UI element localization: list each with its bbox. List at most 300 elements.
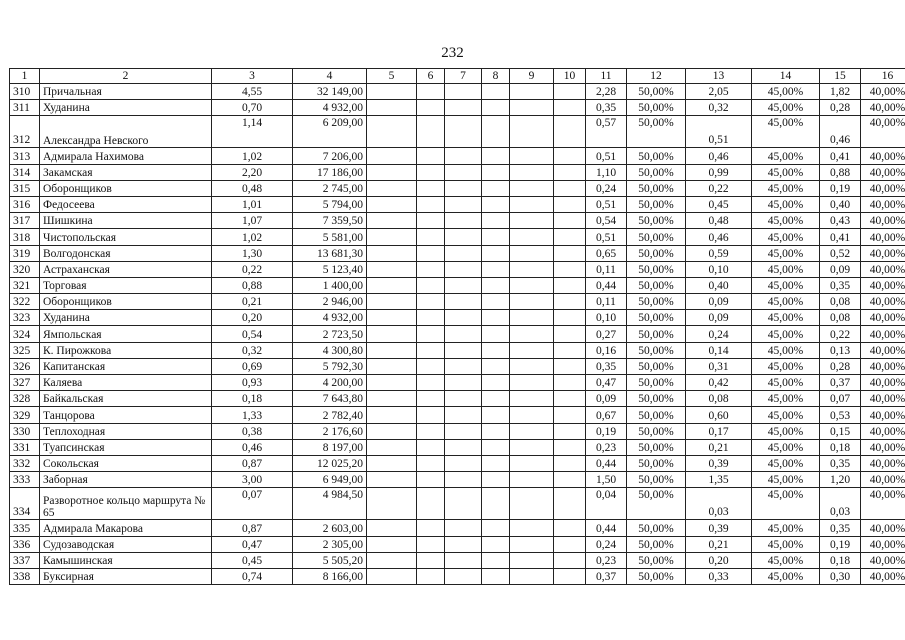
cell-c3: 0,07 [212, 488, 293, 520]
cell-c13: 0,39 [686, 520, 752, 536]
cell-c14: 45,00% [752, 100, 820, 116]
cell-empty [482, 342, 510, 358]
cell-empty [554, 407, 586, 423]
cell-c15: 0,53 [820, 407, 861, 423]
cell-empty [482, 472, 510, 488]
cell-name: Буксирная [40, 568, 212, 584]
cell-n: 325 [10, 342, 40, 358]
cell-c3: 2,20 [212, 164, 293, 180]
cell-c12: 50,00% [627, 375, 686, 391]
cell-empty [367, 100, 417, 116]
column-header: 9 [510, 69, 554, 84]
cell-empty [482, 229, 510, 245]
cell-empty [367, 164, 417, 180]
cell-empty [445, 310, 482, 326]
cell-empty [445, 520, 482, 536]
cell-c3: 1,02 [212, 148, 293, 164]
page-number: 232 [441, 45, 464, 61]
cell-empty [445, 277, 482, 293]
column-header: 6 [417, 69, 445, 84]
cell-c13: 0,14 [686, 342, 752, 358]
cell-empty [367, 245, 417, 261]
cell-c12: 50,00% [627, 439, 686, 455]
cell-name: Адмирала Нахимова [40, 148, 212, 164]
cell-c3: 0,45 [212, 552, 293, 568]
cell-c14: 45,00% [752, 294, 820, 310]
cell-empty [482, 213, 510, 229]
cell-c13: 0,33 [686, 568, 752, 584]
cell-c4: 4 932,00 [293, 100, 367, 116]
cell-c15: 0,19 [820, 180, 861, 196]
cell-c4: 5 581,00 [293, 229, 367, 245]
cell-c14: 45,00% [752, 407, 820, 423]
cell-n: 328 [10, 391, 40, 407]
cell-c13: 1,35 [686, 472, 752, 488]
cell-c12: 50,00% [627, 277, 686, 293]
cell-empty [367, 277, 417, 293]
cell-c13: 0,10 [686, 261, 752, 277]
cell-empty [367, 342, 417, 358]
cell-name: Волгодонская [40, 245, 212, 261]
cell-c13: 0,17 [686, 423, 752, 439]
cell-c15: 0,15 [820, 423, 861, 439]
table-row [10, 229, 905, 245]
cell-empty [554, 277, 586, 293]
cell-c14: 45,00% [752, 342, 820, 358]
cell-c16: 40,00% [861, 568, 905, 584]
cell-c15: 0,18 [820, 552, 861, 568]
cell-c16: 40,00% [861, 148, 905, 164]
cell-name: Заборная [40, 472, 212, 488]
cell-c3: 0,48 [212, 180, 293, 196]
cell-empty [445, 455, 482, 471]
cell-c15: 0,43 [820, 213, 861, 229]
cell-empty [554, 326, 586, 342]
cell-empty [445, 358, 482, 374]
cell-c3: 0,93 [212, 375, 293, 391]
cell-c14: 45,00% [752, 520, 820, 536]
cell-c15: 0,40 [820, 196, 861, 212]
cell-empty [445, 488, 482, 520]
cell-empty [445, 472, 482, 488]
cell-c16: 40,00% [861, 326, 905, 342]
cell-c11: 0,23 [586, 439, 627, 455]
cell-c12: 50,00% [627, 294, 686, 310]
cell-empty [367, 326, 417, 342]
cell-name: Байкальская [40, 391, 212, 407]
cell-c15: 0,46 [820, 116, 861, 148]
cell-empty [417, 277, 445, 293]
table-row [10, 375, 905, 391]
cell-empty [367, 261, 417, 277]
cell-empty [445, 245, 482, 261]
cell-c3: 0,21 [212, 294, 293, 310]
cell-empty [417, 245, 445, 261]
cell-empty [367, 294, 417, 310]
cell-c16: 40,00% [861, 116, 905, 148]
cell-c15: 0,19 [820, 536, 861, 552]
cell-c12: 50,00% [627, 116, 686, 148]
cell-empty [554, 294, 586, 310]
table-row [10, 552, 905, 568]
cell-c15: 0,28 [820, 100, 861, 116]
cell-empty [482, 520, 510, 536]
cell-c3: 1,07 [212, 213, 293, 229]
cell-empty [554, 439, 586, 455]
cell-c16: 40,00% [861, 100, 905, 116]
cell-empty [482, 84, 510, 100]
cell-c14: 45,00% [752, 164, 820, 180]
cell-c3: 0,46 [212, 439, 293, 455]
cell-empty [417, 100, 445, 116]
cell-c13: 0,08 [686, 391, 752, 407]
cell-c14: 45,00% [752, 375, 820, 391]
cell-c15: 1,20 [820, 472, 861, 488]
cell-empty [554, 472, 586, 488]
cell-name: Оборонщиков [40, 180, 212, 196]
cell-c14: 45,00% [752, 358, 820, 374]
cell-c4: 12 025,20 [293, 455, 367, 471]
cell-empty [554, 536, 586, 552]
cell-empty [417, 391, 445, 407]
cell-c14: 45,00% [752, 326, 820, 342]
cell-empty [554, 196, 586, 212]
cell-c3: 0,70 [212, 100, 293, 116]
cell-empty [417, 229, 445, 245]
cell-c11: 0,09 [586, 391, 627, 407]
cell-c11: 0,35 [586, 358, 627, 374]
cell-c13: 0,51 [686, 116, 752, 148]
cell-n: 331 [10, 439, 40, 455]
cell-c13: 0,42 [686, 375, 752, 391]
cell-n: 335 [10, 520, 40, 536]
cell-empty [482, 407, 510, 423]
cell-empty [367, 310, 417, 326]
cell-empty [367, 472, 417, 488]
cell-c15: 0,37 [820, 375, 861, 391]
cell-empty [510, 423, 554, 439]
table-row [10, 439, 905, 455]
cell-n: 323 [10, 310, 40, 326]
cell-empty [445, 229, 482, 245]
cell-n: 322 [10, 294, 40, 310]
cell-c14: 45,00% [752, 472, 820, 488]
cell-c3: 0,47 [212, 536, 293, 552]
cell-c14: 45,00% [752, 213, 820, 229]
cell-c14: 45,00% [752, 84, 820, 100]
cell-empty [417, 520, 445, 536]
cell-empty [367, 196, 417, 212]
cell-empty [445, 100, 482, 116]
cell-c16: 40,00% [861, 423, 905, 439]
cell-empty [445, 391, 482, 407]
cell-empty [445, 196, 482, 212]
cell-c14: 45,00% [752, 423, 820, 439]
cell-c15: 0,13 [820, 342, 861, 358]
cell-c3: 3,00 [212, 472, 293, 488]
cell-c3: 1,14 [212, 116, 293, 148]
cell-c14: 45,00% [752, 488, 820, 520]
cell-c16: 40,00% [861, 84, 905, 100]
cell-empty [554, 391, 586, 407]
table-row [10, 455, 905, 471]
cell-c3: 1,02 [212, 229, 293, 245]
cell-c12: 50,00% [627, 472, 686, 488]
cell-empty [482, 326, 510, 342]
cell-empty [554, 213, 586, 229]
cell-c3: 4,55 [212, 84, 293, 100]
table-row [10, 100, 905, 116]
cell-empty [482, 310, 510, 326]
cell-empty [445, 342, 482, 358]
cell-empty [445, 116, 482, 148]
cell-empty [417, 84, 445, 100]
cell-c14: 45,00% [752, 552, 820, 568]
cell-name: Худанина [40, 100, 212, 116]
cell-c3: 0,87 [212, 520, 293, 536]
cell-empty [510, 391, 554, 407]
cell-empty [482, 375, 510, 391]
cell-c14: 45,00% [752, 310, 820, 326]
cell-empty [445, 326, 482, 342]
cell-c16: 40,00% [861, 391, 905, 407]
cell-name: Разворотное кольцо маршрута № 65 [40, 488, 212, 520]
cell-empty [445, 180, 482, 196]
cell-c16: 40,00% [861, 213, 905, 229]
cell-c15: 0,35 [820, 277, 861, 293]
cell-c4: 8 197,00 [293, 439, 367, 455]
cell-c11: 2,28 [586, 84, 627, 100]
cell-c16: 40,00% [861, 277, 905, 293]
cell-name: Каляева [40, 375, 212, 391]
cell-c16: 40,00% [861, 294, 905, 310]
cell-n: 314 [10, 164, 40, 180]
cell-empty [482, 148, 510, 164]
cell-empty [510, 375, 554, 391]
cell-n: 337 [10, 552, 40, 568]
cell-c15: 0,88 [820, 164, 861, 180]
cell-c12: 50,00% [627, 196, 686, 212]
cell-c15: 0,52 [820, 245, 861, 261]
cell-c4: 2 603,00 [293, 520, 367, 536]
cell-empty [510, 536, 554, 552]
cell-c11: 0,10 [586, 310, 627, 326]
table-row [10, 148, 905, 164]
cell-empty [367, 488, 417, 520]
table-row [10, 196, 905, 212]
cell-c15: 0,18 [820, 439, 861, 455]
cell-empty [445, 164, 482, 180]
cell-empty [417, 423, 445, 439]
cell-c11: 0,51 [586, 196, 627, 212]
cell-c16: 40,00% [861, 520, 905, 536]
cell-empty [367, 213, 417, 229]
cell-c4: 5 505,20 [293, 552, 367, 568]
cell-empty [510, 261, 554, 277]
cell-empty [417, 488, 445, 520]
cell-empty [554, 342, 586, 358]
cell-c16: 40,00% [861, 261, 905, 277]
cell-c11: 0,44 [586, 277, 627, 293]
cell-name: Танцорова [40, 407, 212, 423]
cell-n: 317 [10, 213, 40, 229]
table-row [10, 277, 905, 293]
cell-empty [367, 391, 417, 407]
cell-c14: 45,00% [752, 116, 820, 148]
cell-c4: 1 400,00 [293, 277, 367, 293]
cell-empty [417, 472, 445, 488]
cell-c13: 0,32 [686, 100, 752, 116]
cell-c15: 0,30 [820, 568, 861, 584]
cell-c4: 6 949,00 [293, 472, 367, 488]
cell-c12: 50,00% [627, 326, 686, 342]
cell-c13: 0,20 [686, 552, 752, 568]
cell-n: 329 [10, 407, 40, 423]
cell-empty [510, 439, 554, 455]
cell-name: К. Пирожкова [40, 342, 212, 358]
cell-c16: 40,00% [861, 407, 905, 423]
cell-c15: 0,28 [820, 358, 861, 374]
cell-c16: 40,00% [861, 375, 905, 391]
cell-empty [367, 229, 417, 245]
cell-c13: 0,09 [686, 310, 752, 326]
cell-empty [417, 116, 445, 148]
cell-c16: 40,00% [861, 196, 905, 212]
cell-n: 320 [10, 261, 40, 277]
cell-empty [554, 116, 586, 148]
cell-c3: 0,38 [212, 423, 293, 439]
cell-empty [510, 100, 554, 116]
cell-c13: 0,31 [686, 358, 752, 374]
cell-empty [445, 375, 482, 391]
cell-c11: 1,10 [586, 164, 627, 180]
cell-empty [482, 552, 510, 568]
column-header: 4 [293, 69, 367, 84]
cell-empty [482, 261, 510, 277]
cell-empty [554, 568, 586, 584]
cell-c12: 50,00% [627, 310, 686, 326]
column-header: 5 [367, 69, 417, 84]
cell-empty [367, 552, 417, 568]
cell-name: Ямпольская [40, 326, 212, 342]
cell-c4: 5 123,40 [293, 261, 367, 277]
cell-name: Шишкина [40, 213, 212, 229]
cell-empty [510, 488, 554, 520]
table-row [10, 520, 905, 536]
cell-n: 318 [10, 229, 40, 245]
cell-empty [554, 245, 586, 261]
cell-empty [445, 84, 482, 100]
column-header: 16 [861, 69, 905, 84]
cell-c13: 0,45 [686, 196, 752, 212]
cell-n: 336 [10, 536, 40, 552]
cell-n: 332 [10, 455, 40, 471]
cell-c12: 50,00% [627, 180, 686, 196]
cell-c12: 50,00% [627, 213, 686, 229]
cell-c4: 6 209,00 [293, 116, 367, 148]
cell-c16: 40,00% [861, 439, 905, 455]
cell-c11: 0,65 [586, 245, 627, 261]
cell-empty [417, 148, 445, 164]
cell-c3: 1,01 [212, 196, 293, 212]
cell-c4: 13 681,30 [293, 245, 367, 261]
cell-c12: 50,00% [627, 245, 686, 261]
cell-c3: 0,22 [212, 261, 293, 277]
cell-n: 330 [10, 423, 40, 439]
cell-c11: 0,27 [586, 326, 627, 342]
cell-empty [367, 423, 417, 439]
cell-c13: 0,21 [686, 536, 752, 552]
cell-c11: 0,67 [586, 407, 627, 423]
cell-empty [510, 310, 554, 326]
cell-empty [417, 375, 445, 391]
cell-empty [510, 342, 554, 358]
cell-c3: 0,54 [212, 326, 293, 342]
cell-c11: 0,57 [586, 116, 627, 148]
cell-c14: 45,00% [752, 455, 820, 471]
cell-empty [445, 552, 482, 568]
cell-empty [482, 164, 510, 180]
cell-empty [417, 358, 445, 374]
cell-empty [554, 375, 586, 391]
cell-c13: 0,46 [686, 229, 752, 245]
cell-n: 312 [10, 116, 40, 148]
cell-c11: 0,16 [586, 342, 627, 358]
cell-name: Оборонщиков [40, 294, 212, 310]
cell-n: 334 [10, 488, 40, 520]
cell-empty [554, 148, 586, 164]
cell-empty [482, 439, 510, 455]
cell-c4: 5 794,00 [293, 196, 367, 212]
cell-empty [367, 358, 417, 374]
cell-c4: 2 305,00 [293, 536, 367, 552]
cell-empty [482, 358, 510, 374]
cell-empty [445, 568, 482, 584]
table-row [10, 472, 905, 488]
cell-c4: 2 745,00 [293, 180, 367, 196]
cell-c12: 50,00% [627, 164, 686, 180]
cell-c4: 2 782,40 [293, 407, 367, 423]
cell-c13: 0,40 [686, 277, 752, 293]
cell-empty [417, 310, 445, 326]
cell-c16: 40,00% [861, 455, 905, 471]
cell-c4: 2 946,00 [293, 294, 367, 310]
cell-empty [510, 552, 554, 568]
cell-c3: 0,69 [212, 358, 293, 374]
cell-c15: 0,35 [820, 520, 861, 536]
cell-c3: 0,32 [212, 342, 293, 358]
cell-empty [417, 342, 445, 358]
cell-n: 316 [10, 196, 40, 212]
cell-empty [417, 213, 445, 229]
cell-c4: 2 723,50 [293, 326, 367, 342]
table-row [10, 180, 905, 196]
cell-empty [367, 407, 417, 423]
cell-c3: 0,87 [212, 455, 293, 471]
cell-empty [554, 229, 586, 245]
cell-empty [482, 180, 510, 196]
cell-name: Худанина [40, 310, 212, 326]
cell-name: Федосеева [40, 196, 212, 212]
column-header: 2 [40, 69, 212, 84]
cell-c16: 40,00% [861, 472, 905, 488]
cell-c16: 40,00% [861, 552, 905, 568]
cell-c15: 0,03 [820, 488, 861, 520]
cell-c13: 0,46 [686, 148, 752, 164]
cell-c13: 0,39 [686, 455, 752, 471]
cell-name: Теплоходная [40, 423, 212, 439]
cell-c13: 0,59 [686, 245, 752, 261]
